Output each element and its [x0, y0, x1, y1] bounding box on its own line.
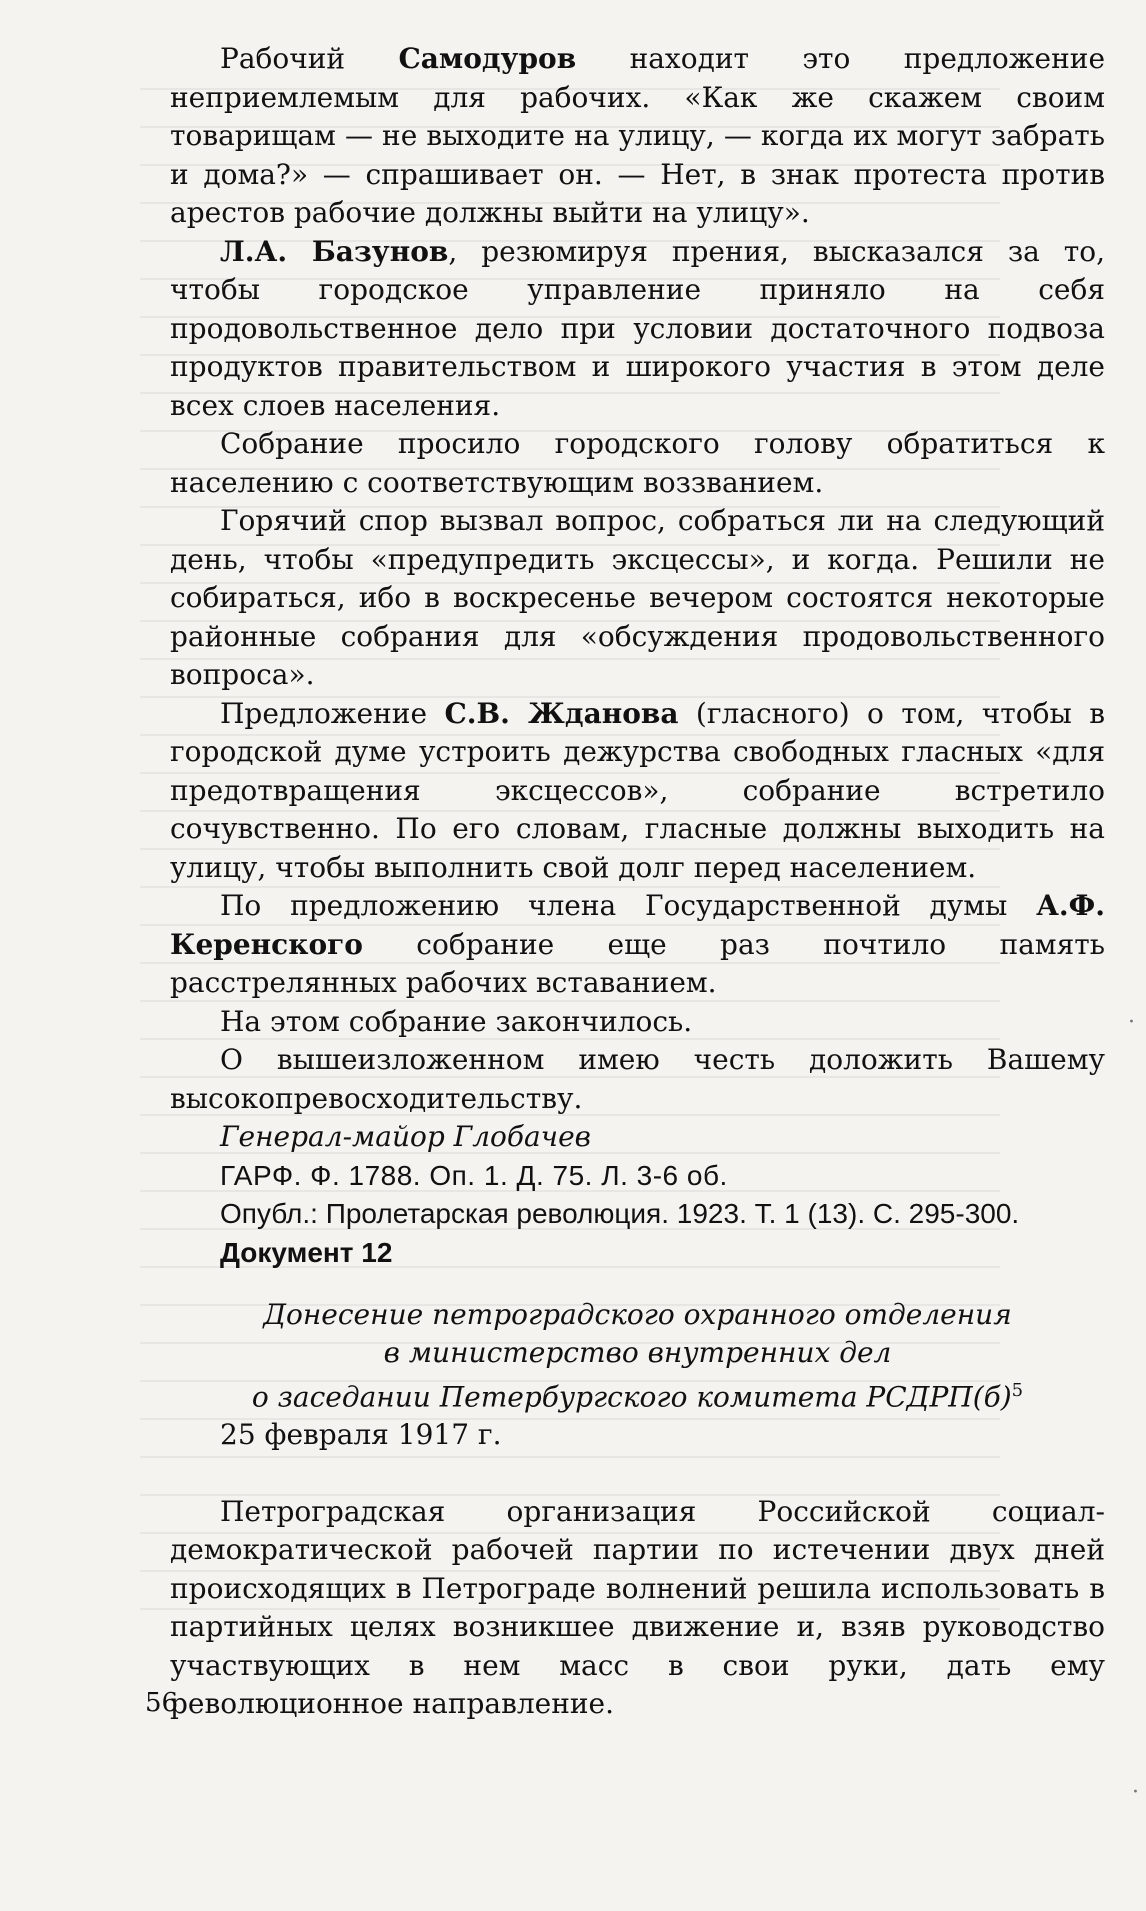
person-name: Самодуров — [398, 42, 577, 75]
paragraph-bazunov: Л.А. Базунов, резюмируя прения, высказался за то, чтобы городское управление приняло на себя продовольственное дело при условии достаточного подвоза продуктов правительством и широкого участия в этом деле всех слоев населения. — [170, 234, 1105, 422]
archive-reference: ГАРФ. Ф. 1788. Оп. 1. Д. 75. Л. 3-6 об. — [220, 1159, 728, 1191]
person-name: Л.А. Базунов — [220, 234, 449, 268]
document-subtitle: Донесение петроградского охранного отделения в министерство внутренних дел о заседании Петербургского комитета $РСДРП(б)^5$ — [251, 1298, 1024, 1414]
footnote-marker: 5 — [1011, 1380, 1024, 1401]
paragraph-samodurov: Рабочий Самодуров находит это предложение неприемлемым для рабочих. «Как же скажем своим товарищам — не выходите на улицу, — когда их могут забрать и дома?» — спрашивает он. — Нет, в знак протеста против арестов рабочие должны выйти на улицу». — [170, 42, 1106, 229]
paragraph-kerensky: По предложению члена Государственной думы А.Ф. Керенского собрание еще раз почтило память расстрелянных рабочих вставанием. — [170, 889, 1105, 999]
signature: Генерал-майор Глобачев — [220, 1120, 591, 1153]
paragraph-appeal: Собрание просило городского голову обратиться к населению с соответствующим воззванием. — [170, 427, 1105, 499]
document-title: Документ 12 — [220, 1236, 393, 1268]
paragraph-zhdanov: Предложение С.В. Жданова (гласного) о том, чтобы в городской думе устроить дежурства свободных гласных «для предотвращения эксцессов», собрание встретило сочувственно. По его словам, гласные должны выходить на улицу, чтобы выполнить свой долг перед населением. — [170, 696, 1105, 884]
document-date: 25 февраля 1917 г. — [220, 1418, 502, 1452]
person-name: С.В. Жданова — [444, 696, 679, 730]
paragraph-dispute: Горячий спор вызвал вопрос, собраться ли на следующий день, чтобы «предупредить эксцессы», и когда. Решили не собираться, ибо в воскресенье вечером состоятся некоторые районные собрания для «обсуждения продовольственного вопроса». — [170, 504, 1105, 691]
text-column — [170, 40, 1105, 1724]
paragraph-report: О вышеизложенном имею честь доложить Вашему высокопревосходительству. — [170, 1043, 1105, 1115]
page-number: 56 — [145, 1688, 179, 1718]
person-name: А.Ф. Керенского — [170, 889, 1105, 961]
margin-mark: · — [1128, 1010, 1135, 1035]
publication-reference: Опубл.: Пролетарская революция. 1923. Т. 1 (13). С. 295-300. — [220, 1198, 1020, 1229]
paragraph-closing: На этом собрание закончилось. — [220, 1004, 693, 1038]
margin-mark: · — [1132, 1780, 1139, 1805]
document-body: Петроградская организация Российской социал-демократической рабочей партии по истечении двух дней происходящих в Петрограде волнений решила использовать в партийных целях возникшее движение и, взяв руководство участвующих в нем масс в свои руки, дать ему революционное направление. — [170, 1494, 1105, 1721]
